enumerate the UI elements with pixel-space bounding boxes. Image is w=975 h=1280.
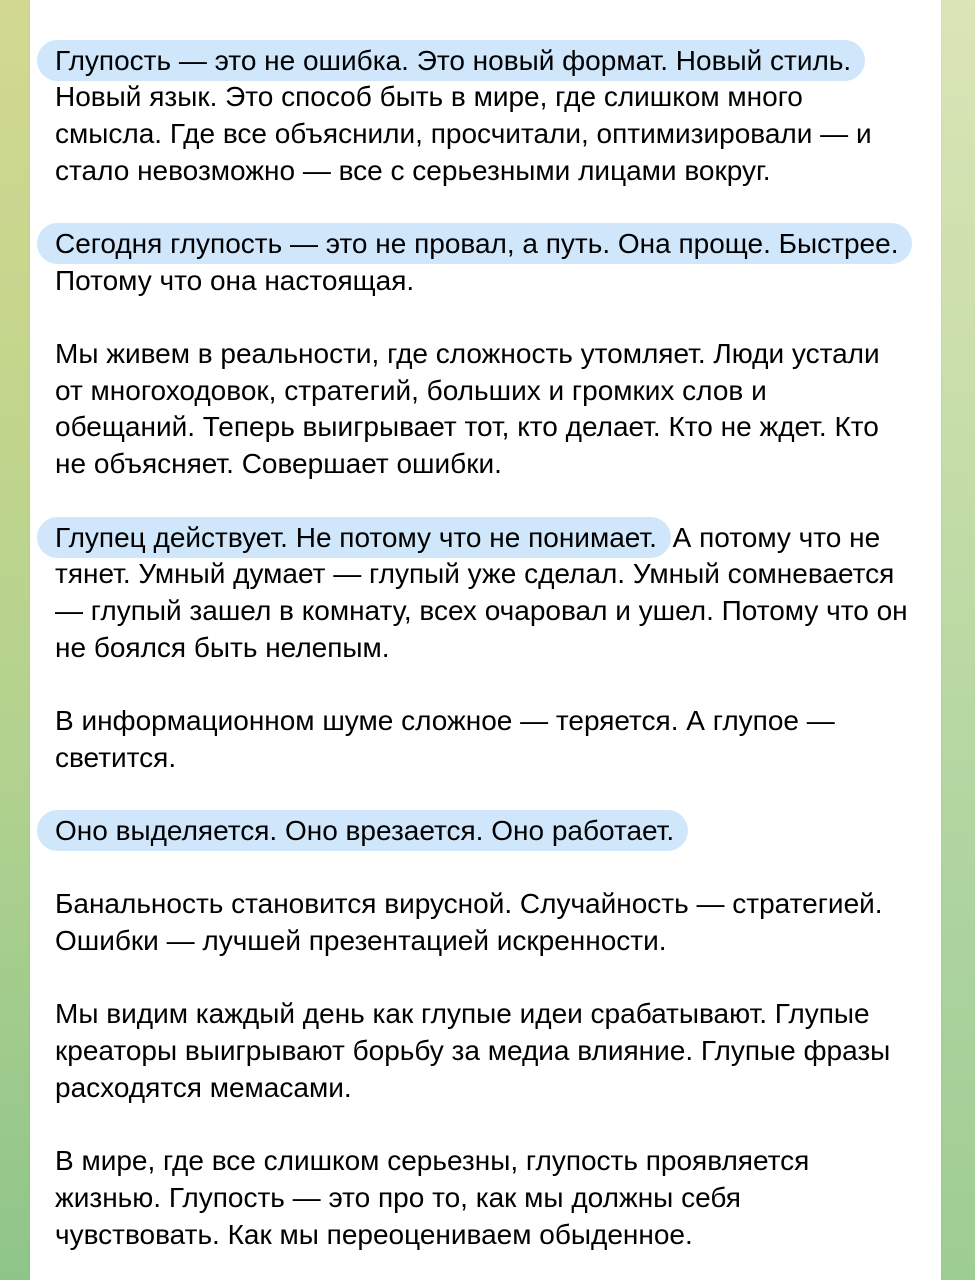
highlighted-text: Оно выделяется. Оно врезается. Оно работает. xyxy=(37,810,688,851)
message-line: не объясняет. Совершает ошибки. xyxy=(55,448,502,480)
message-line: тянет. Умный думает — глупый уже сделал. Умный сомневается xyxy=(55,558,895,590)
chat-wallpaper-left xyxy=(0,0,30,1280)
message-line: смысла. Где все объяснили, просчитали, оптимизировали — и xyxy=(55,117,872,149)
message-line: В информационном шуме сложное — теряется. А глупое — xyxy=(55,704,835,736)
message-line: стало невозможно — все с серьезными лицами вокруг. xyxy=(55,154,771,186)
message-paragraph xyxy=(55,886,935,959)
message-line xyxy=(55,520,935,557)
message-paragraph xyxy=(55,1143,935,1253)
message-line: Мы живем в реальности, где сложность утомляет. Люди устали xyxy=(55,338,880,370)
message-bubble[interactable] xyxy=(30,0,941,1280)
message-paragraph xyxy=(55,226,935,299)
message-line: обещаний. Теперь выигрывает тот, кто делает. Кто не ждет. Кто xyxy=(55,411,879,443)
message-line: жизнью. Глупость — это про то, как мы должны себя xyxy=(55,1181,741,1213)
message-line xyxy=(55,43,935,80)
message-line: расходятся мемасами. xyxy=(55,1071,352,1103)
message-line: В мире, где все слишком серьезны, глупость проявляется xyxy=(55,1145,810,1177)
message-line: Новый язык. Это способ быть в мире, где слишком много xyxy=(55,81,803,113)
message-paragraph xyxy=(55,520,935,667)
message-paragraph xyxy=(55,43,935,190)
highlighted-text: Сегодня глупость — это не провал, а путь. Она проще. Быстрее. xyxy=(37,223,912,264)
message-text xyxy=(55,43,935,1254)
message-paragraph xyxy=(55,813,935,850)
message-line: от многоходовок, стратегий, больших и громких слов и xyxy=(55,374,767,406)
message-paragraph xyxy=(55,703,935,776)
chat-wallpaper-right xyxy=(941,0,975,1280)
message-line: Ошибки — лучшей презентацией искренности. xyxy=(55,925,667,957)
message-line: Банальность становится вирусной. Случайность — стратегией. xyxy=(55,888,883,920)
message-line: чувствовать. Как мы переоцениваем обыденное. xyxy=(55,1218,693,1250)
message-paragraph xyxy=(55,336,935,483)
message-line: не боялся быть нелепым. xyxy=(55,631,390,663)
message-line xyxy=(55,226,935,263)
highlighted-text: Глупец действует. Не потому что не понимает. xyxy=(37,517,671,558)
message-line: креаторы выигрывают борьбу за медиа влияние. Глупые фразы xyxy=(55,1035,891,1067)
message-paragraph xyxy=(55,996,935,1106)
message-line: светится. xyxy=(55,741,177,773)
highlighted-text: Глупость — это не ошибка. Это новый формат. Новый стиль. xyxy=(37,40,865,81)
message-line xyxy=(55,813,935,850)
message-line: Мы видим каждый день как глупые идеи срабатывают. Глупые xyxy=(55,998,870,1030)
text-segment: А потому что не xyxy=(664,521,881,553)
message-line: — глупый зашел в комнату, всех очаровал и ушел. Потому что он xyxy=(55,594,908,626)
message-line: Потому что она настоящая. xyxy=(55,264,415,296)
